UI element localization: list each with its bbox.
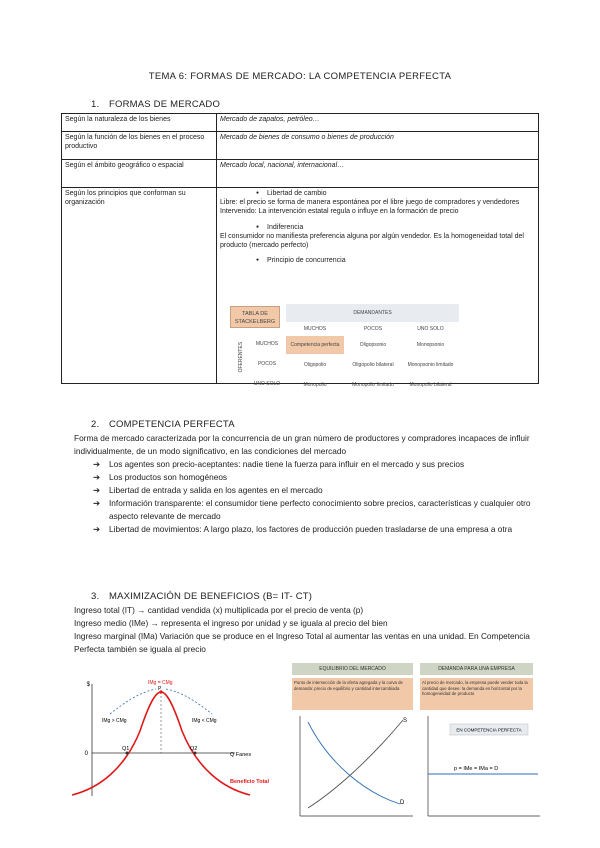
panel-label: EN COMPETENCIA PERFECTA (456, 727, 522, 733)
x-axis-label: Q Fanes (230, 752, 252, 758)
table-cell-value: Mercado de zapatos, petróleo… (217, 114, 539, 132)
table-cell-value: Mercado local, nacional, internacional… (217, 160, 539, 188)
arrow-icon: ➔ (93, 459, 100, 469)
equilibrium-box: EQUILIBRIO DEL MERCADO (292, 663, 413, 675)
table-cell-value: Mercado de bienes de consumo o bienes de producción (217, 132, 539, 160)
table-row (62, 114, 539, 132)
demand-label: D (400, 800, 405, 806)
section-number: 1. (91, 99, 100, 110)
section-3-heading (91, 591, 312, 602)
section-1-heading (91, 99, 220, 110)
matrix-cell: Monopolio limitado (352, 382, 394, 388)
section-title: COMPETENCIA PERFECTA (109, 419, 235, 430)
oferentes-header: OFERENTES (237, 341, 244, 373)
top-label: IMg = CMg (148, 680, 173, 686)
q1-label: Q1 (122, 746, 130, 752)
firm-demand-box: DEMANDA PARA UNA EMPRESA (420, 663, 533, 675)
section-2-body (74, 432, 534, 536)
col-header: MUCHOS (303, 326, 327, 332)
list-item (74, 458, 534, 471)
table-cell-label: Según el ámbito geográfico o espacial (62, 160, 217, 188)
organization-cell (217, 188, 539, 388)
p-label: P (158, 686, 162, 692)
list-item-text: Libertad de entrada y salida en los agentes en el mercado (109, 485, 323, 495)
libertad-heading: ● Libertad de cambio (256, 190, 535, 199)
page-title: TEMA 6: FORMAS DE MERCADO: LA COMPETENCIA PERFECTA (148, 71, 452, 82)
section-2-intro: Forma de mercado caracterizada por la concurrencia de un gran número de productores y compradores incapaces de influir individualmente, de un modo significativo, en las condiciones del mercado (74, 433, 530, 456)
list-item (74, 523, 534, 536)
equilibrium-note: Punto de intersección de la oferta agregada y la curva de demanda: precio de equilibrio y cantidad intercambiada (292, 678, 413, 710)
left-tangent (110, 689, 156, 714)
stackelberg-table (227, 304, 459, 396)
equilibrium-graph (288, 712, 418, 827)
section-title: FORMAS DE MERCADO (109, 99, 221, 110)
arrow-icon: ➔ (93, 498, 100, 508)
section-number: 2. (91, 419, 100, 430)
right-label: IMg < CMg (192, 718, 217, 724)
supply-curve (308, 720, 403, 808)
demandantes-header: DEMANDANTES (286, 304, 459, 322)
concurrencia-heading: ● Principio de concurrencia (256, 257, 535, 266)
market-forms-table (61, 113, 539, 388)
profit-graph (70, 676, 280, 804)
left-label: IMg > CMg (102, 718, 127, 724)
matrix-cell: Oligopolio bilateral (352, 362, 394, 368)
matrix-cell: Monopsonio limitado (407, 362, 454, 368)
curve-label: Beneficio Total (230, 779, 270, 785)
matrix-cell: Competencia perfecta (286, 336, 344, 354)
stackelberg-corner: TABLA DE STACKELBERG (230, 306, 280, 328)
intervenido-text: Intervenido: La intervención estatal regula o influye en la formación de precio (220, 207, 459, 215)
list-item-text: Información transparente: el consumidor tiene perfecto conocimiento sobre precios, características y cualquier otro aspecto relevante de mercado (109, 498, 531, 521)
firm-demand-note: Al precio de mercado, la empresa puede vender toda la cantidad que desee: la demanda es horizontal por la homogeneidad de producto (420, 678, 533, 710)
col-header: UNO SOLO (417, 326, 444, 332)
matrix-cell: Oligopsonio (359, 342, 387, 348)
firm-demand-graph (420, 712, 545, 827)
list-item (74, 497, 534, 523)
y-axis-label: $ (86, 682, 90, 688)
ingreso-marginal-line: Ingreso marginal (IMa) Variación que se produce en el Ingreso Total al aumentar las ventas en una unidad. En Competencia Perfecta también se iguala al precio (74, 631, 530, 654)
section-3-body (74, 604, 534, 656)
matrix-cell: Monopolio bilateral (409, 382, 452, 388)
col-header: POCOS (363, 326, 383, 332)
table-cell-label: Según los principios que conforman su organización (62, 188, 217, 384)
table-cell-label: Según la función de los bienes en el proceso productivo (62, 132, 217, 160)
q2-label: Q2 (190, 746, 198, 752)
right-tangent (166, 689, 212, 714)
row-header: MUCHOS (255, 341, 279, 347)
list-item (74, 471, 534, 484)
list-item-text: Los productos son homogéneos (109, 472, 228, 482)
libre-text: Libre: el precio se forma de manera espontánea por el libre juego de compradores y vendedores (220, 198, 520, 206)
row-header: POCOS (257, 361, 277, 367)
demand-curve (308, 722, 400, 804)
section-title: MAXIMIZACIÓN DE BENEFICIOS (B= IT- CT) (109, 591, 313, 602)
list-item-text: Los agentes son precio-aceptantes: nadie tiene la fuerza para influir en el mercado y sus precios (109, 459, 465, 469)
ingreso-total-line: Ingreso total (IT) → cantidad vendida (x) multiplicada por el precio de venta (p) (74, 605, 364, 615)
row-header: UNO SOLO (253, 381, 281, 387)
list-item (74, 484, 534, 497)
origin-label: 0 (84, 751, 88, 757)
arrow-icon: ➔ (93, 524, 100, 534)
table-row (62, 188, 539, 384)
table-cell-label: Según la naturaleza de los bienes (62, 114, 217, 132)
matrix-cell: Monopolio (303, 382, 327, 388)
section-number: 3. (91, 591, 100, 602)
ingreso-medio-line: Ingreso medio (IMe) → representa el ingreso por unidad y se iguala al precio del bien (74, 618, 388, 628)
arrow-icon: ➔ (93, 472, 100, 482)
table-row (62, 160, 539, 188)
matrix-cell: Monopsonio (416, 342, 445, 348)
supply-label: S (403, 718, 408, 724)
arrow-icon: ➔ (93, 485, 100, 495)
demand-line-label: p = IMe = IMa = D (454, 766, 499, 772)
indiferencia-heading: ● Indiferencia (256, 224, 535, 233)
table-row (62, 132, 539, 160)
indiferencia-text: El consumidor no manifiesta preferencia alguna por algún vendedor. Es la homogeneidad total del producto (mercado perfecto) (220, 233, 524, 249)
total-profit-curve (72, 692, 250, 795)
matrix-cell: Oligopolio (303, 362, 327, 368)
section-2-heading (91, 419, 235, 430)
list-item-text: Libertad de movimientos: A largo plazo, los factores de producción pueden trasladarse de una empresa a otra (109, 524, 513, 534)
